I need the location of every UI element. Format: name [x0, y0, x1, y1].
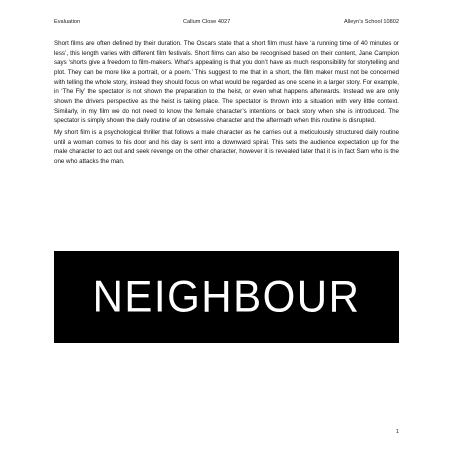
film-title-card — [54, 251, 399, 343]
page-number: 1 — [395, 429, 399, 435]
film-title: NEIGHBOUR — [92, 271, 361, 322]
header-author: Callum Close 4027 — [183, 19, 231, 25]
paragraph-2: My short film is a psychological thriller that follows a male character as he carries out a meticulously structured daily routine until a woman comes to his door and his day is sent into a downward spiral. This sets the audience expectation up for the male character to act out and seek revenge on the other character, however it is revealed later that it is in fact Sam who is the one who attacks the man. — [54, 128, 399, 165]
body-text — [54, 39, 399, 169]
header-school: Alleyn’s School 10802 — [344, 19, 399, 25]
page-header — [54, 17, 399, 27]
paragraph-1: Short films are often defined by their duration. The Oscars state that a short film must have ‘a running time of 40 minutes or less’, this length varies with different film festivals. Short films can also be recognised based on their content, Jane Campion says ‘shorts give a freedom to film-makers. What’s appealing is that you don’t have as much responsibility for storytelling and plot. They can be more like a portrait, or a poem.’ This suggest to me that in a short, the film maker must not be concerned with telling the whole story, instead they should focus on what would be regarded as one scene in a larger story. For example, in ‘The Fly’ the spectator is not shown the preparation to the heist, or even what happens afterwards. Instead we are only shown the drivers perspective as the heist is taking place. The spectator is thrown into a situation with very little context. Similarly, in my film we do not need to know the female character’s intentions or back story when she is introduced. The spectator is simply shown the daily routine of an obsessive character and the aftermath when this routine is disrupted. — [54, 40, 399, 125]
header-title: Evaluation — [54, 19, 81, 25]
